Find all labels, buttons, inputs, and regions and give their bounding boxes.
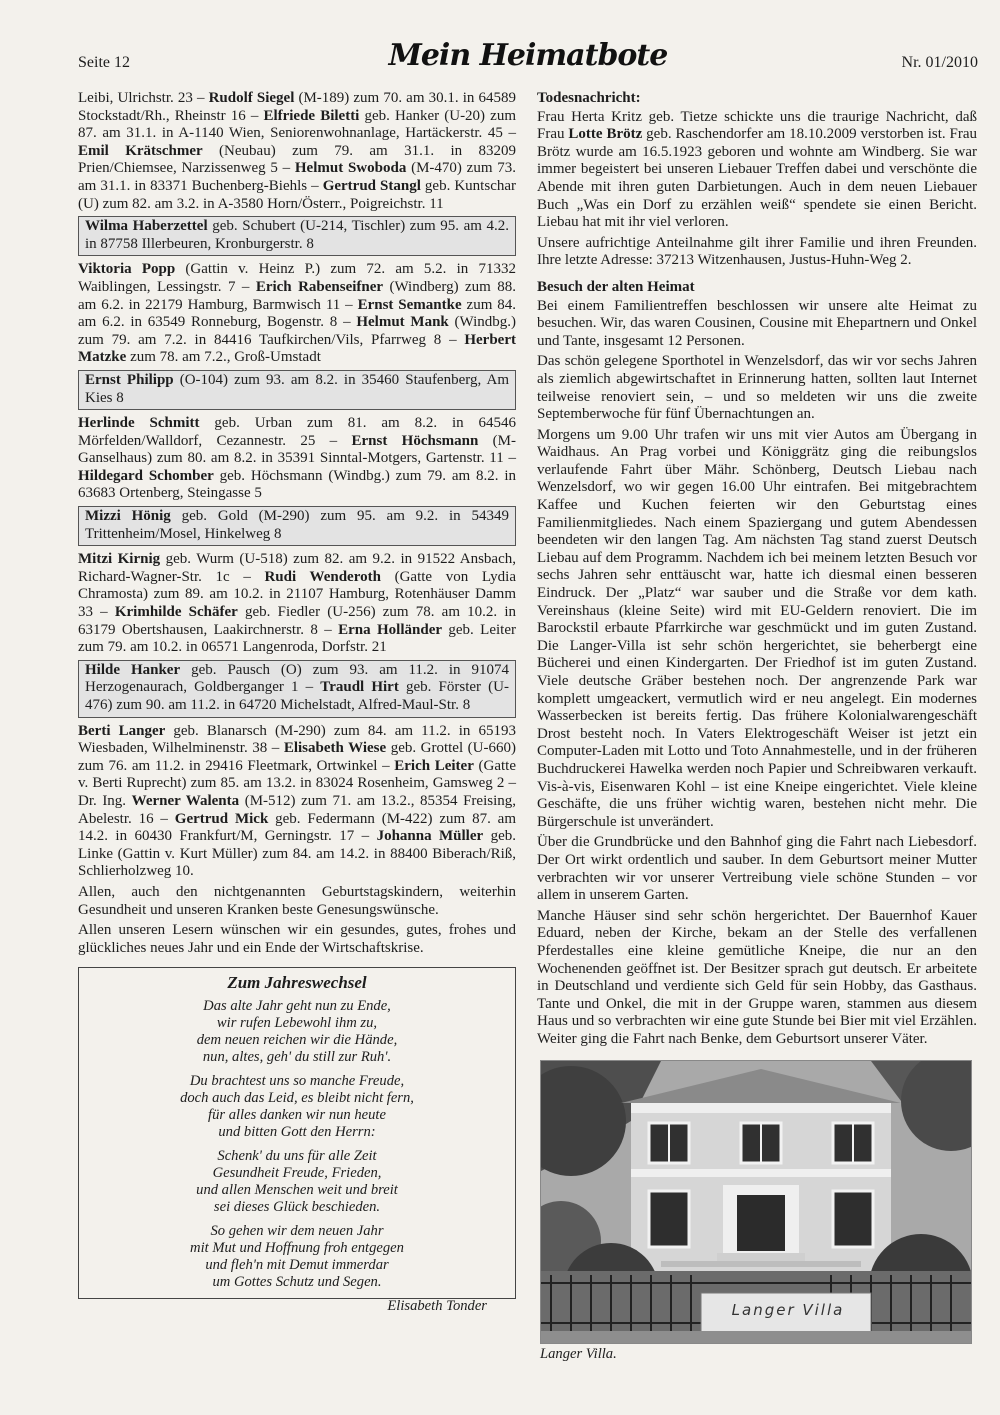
left-column: [78, 90, 517, 1314]
text-run: (Gattin v. Heinz P.) zum 72. am 5.2. in 71332 Waiblingen, Lessingstr. 7 –: [78, 261, 517, 295]
person-name: Elisabeth Wiese: [283, 740, 387, 757]
text-run: (Windbg.) zum 79. am 7.2. in 84416 Taufkirchen/Vils, Pfarrweg 8 –: [78, 314, 516, 348]
villa-photo: [540, 1060, 972, 1344]
text-run: geb. Urban zum 81. am 8.2. in 64546 Mörfelden/Walldorf, Cezannestr. 25 –: [78, 415, 516, 449]
person-name: Ernst Semantke: [357, 296, 462, 313]
poem-line: Schenk' du uns für alle Zeit: [217, 1147, 377, 1164]
highlight-box: [78, 216, 516, 256]
person-name: Helmut Swoboda: [294, 160, 407, 177]
person-name: Gertrud Mick: [174, 810, 269, 827]
person-name: Mitzi Kirnig: [78, 551, 161, 568]
person-name: Emil Krätschmer: [78, 142, 203, 159]
text-run: (Gatte von Lydia Chramosta) zum 89. am 10.2. in 21107 Hamburg, Rotenhäuser Damm 33 –: [78, 568, 517, 621]
person-name: Elfriede Biletti: [263, 107, 360, 124]
person-name: Traudl Hirt: [320, 679, 399, 696]
text-run: geb. Pausch (O) zum 93. am 11.2. in 91074 Herzogenaurach, Goldberganger 1 –: [85, 661, 509, 696]
right-column: [537, 90, 977, 1051]
issue-number: Nr. 01/2010: [901, 54, 978, 71]
poem-stanza: [99, 1148, 495, 1216]
text-run: geb. Leiter zum 79. am 10.2. in 06571 Langenroda, Dorfstr. 21: [78, 621, 516, 656]
person-name: Werner Walenta: [131, 792, 240, 809]
text-run: geb. Hanker (U-20) zum 87. am 31.1. in A-1140 Wien, Seniorenwohnanlage, Hartäckerstr. 45 –: [78, 107, 516, 142]
text-run: (O-104) zum 93. am 8.2. in 35460 Staufenberg, Am Kies 8: [85, 371, 509, 406]
poem-line: und fleh'n mit Demut immerdar: [205, 1256, 389, 1273]
text-run: zum 84. am 6.2. in 63549 Ronneburg, Bogenstr. 8 –: [78, 296, 517, 331]
birthday-list-paragraph: [78, 723, 516, 881]
highlight-box: [78, 506, 516, 546]
poem-line: und bitten Gott den Herrn:: [218, 1123, 376, 1140]
text-run: geb. Raschendorfer am 18.10.2009 verstorben ist. Frau Brötz wurde am 16.5.1923 geboren und wohnte am Windberg. Sie war immer begeistert bei unseren Liebauer Treffen dabei und verschönte die Abende mit ihren guten Darbietungen. Auch in dem neuen Liebauer Buch „Was ein Dorf zu erzählen weiß“ spendete sie einen Bericht. Liebau hat mit ihr viel verloren.: [537, 126, 978, 231]
person-name: Hildegard Schomber: [78, 467, 214, 484]
text-run: geb. Grottel (U-660) zum 76. am 11.2. in 29416 Fleetmark, Ortwinkel –: [78, 740, 516, 774]
text-run: Frau Herta Kritz geb. Tietze schickte uns die traurige Nachricht, daß Frau: [537, 108, 977, 143]
page-header: [78, 34, 978, 82]
poem-line: Gesundheit Freude, Frieden,: [212, 1164, 382, 1181]
text-run: geb. Fiedler (U-256) zum 78. am 10.2. in 63179 Obertshausen, Laakirchnerstr. 8 –: [78, 604, 516, 638]
person-name: Berti Langer: [78, 722, 166, 739]
death-notice-paragraph: Unsere aufrichtige Anteilnahme gilt ihrer Familie und ihren Freunden. Ihre letzte Adresse: 37213 Witzenhausen, Justus-Huhn-Weg 2.: [537, 234, 977, 269]
death-notice-heading: Todesnachricht:: [537, 90, 641, 106]
poem-line: dem neuen reichen wir die Hände,: [196, 1031, 398, 1048]
poem-stanza: [99, 998, 495, 1066]
poem-line: nun, altes, geh' du still zur Ruh'.: [202, 1048, 392, 1065]
text-run: (Windberg) zum 88. am 6.2. in 22179 Hamburg, Barmwisch 11 –: [78, 278, 517, 313]
poem-line: Das alte Jahr geht nun zu Ende,: [203, 997, 391, 1014]
person-name: Erich Leiter: [394, 757, 474, 774]
poem-line: doch auch das Leid, es bleibt nicht fern,: [180, 1089, 414, 1106]
text-run: geb. Förster (U-476) zum 90. am 11.2. in 64720 Michelstadt, Alfred-Maul-Str. 8: [85, 679, 510, 713]
person-name: Herbert Matzke: [78, 331, 516, 366]
text-run: (M-512) zum 71. am 13.2., 85354 Freising, Abelestr. 16 –: [78, 792, 517, 827]
person-name: Wilma Haberzettel: [85, 218, 208, 235]
article-body: [537, 298, 977, 1049]
text-run: geb. Blanarsch (M-290) zum 84. am 11.2. in 65193 Wiesbaden, Wilhelminenstr. 38 –: [78, 722, 516, 757]
birthday-list-paragraph: [78, 415, 516, 503]
person-name: Ernst Philipp: [85, 371, 174, 388]
text-run: (Gatte v. Berti Ruprecht) zum 85. am 13.2. in 83024 Rosenheim, Gamsweg 2 – Dr. Ing.: [78, 757, 516, 809]
person-name: Viktoria Popp: [78, 261, 176, 278]
poem-box: [78, 967, 516, 1314]
text-run: (M-Ganselhaus) zum 80. am 8.2. in 35391 Sinntal-Motgers, Gartenstr. 11 –: [78, 432, 516, 467]
person-name: Krimhilde Schäfer: [114, 604, 238, 621]
poem-line: um Gottes Schutz und Segen.: [212, 1273, 382, 1290]
text-run: geb. Wurm (U-518) zum 82. am 9.2. in 91522 Ansbach, Richard-Wagner-Str. 1c –: [78, 551, 516, 585]
person-name: Helmut Mank: [356, 314, 449, 331]
masthead-title: Mein Heimatbote: [388, 38, 668, 73]
article-paragraph: Morgens um 9.00 Uhr trafen wir uns mit vier Autos am Übergang in Waidhaus. An Prag vorbei und Königgrätz ging die reibungslos verlaufende Fahrt über Mähr. Schönberg, Deutsch Liebau nach Wenzelsdorf, wo wir gegen 16.00 Uhr eintrafen. Bei mitgebrachtem Kaffee und Kuchen feierten wir den Geburtstag eines Familienmitgliedes. Nach einem Spaziergang und gutem Abendessen beendeten wir den langen Tag. Am nächsten Tag stand zuerst Deutsch Liebau auf dem Programm. Nachdem ich bei meinem letzten Besuch vor sechs Jahren sehr enttäuscht war, hatte ich diesmal einen besseren Eindruck. Der „Platz“ war sauber und die Straße vor dem kath. Vereinshaus (kleine Seite) wird mit EU-Geldern renoviert. Die im Barockstil erbaute Pfarrkirche war geschmückt und im guten Zustand. Die Langer-Villa ist sehr schön hergerichtet, sie beherbergt eine Bücherei und einen Kindergarten. Der Friedhof ist im guten Zustand. Viele deutsche Gräber bestehen noch. Der angrenzende Park war komplett umgeackert, vermutlich wird er neu angelegt. Ein modernes Wasserbecken ist bereits fertig. Das frühere Kolonialwarengeschäft Drost besteht noch. In Vaters Elektrogeschäft Weiser ist jetzt ein Computer-Laden mit Lotto und Toto Annahmestelle, und in der früheren Buchdruckerei Hawelka werden noch Papier und Schreibwaren verkauft. Vis-à-vis, Eisenwaren Kohl – ist eine Kneipe eingerichtet. Viele kleine Geschäfte, die uns früher wichtig waren, bestehen nicht mehr. Die Bürgerschule ist unverändert.: [537, 426, 977, 830]
highlight-box: [78, 370, 516, 410]
poem-line: So gehen wir dem neuen Jahr: [210, 1222, 384, 1239]
photo-handwritten-sign: Langer Villa: [731, 1301, 845, 1319]
person-name: Rudi Wenderoth: [264, 568, 381, 585]
poem-stanza: [99, 1073, 495, 1141]
poem-line: Du brachtest uns so manche Freude,: [189, 1072, 405, 1089]
text-run: (Neubau) zum 79. am 31.1. in 83209 Prien/Chiemsee, Narzissenweg 5 –: [78, 142, 516, 177]
person-name: Erich Rabenseifner: [255, 278, 384, 295]
poem-title: Zum Jahreswechsel: [227, 973, 367, 993]
poem-line: und allen Menschen weit und breit: [196, 1181, 398, 1198]
poem-line: sei dieses Glück beschieden.: [213, 1198, 381, 1215]
text-run: geb. Schubert (U-214, Tischler) zum 95. am 4.2. in 87758 Illerbeuren, Kronburgerstr. 8: [85, 218, 510, 252]
wishes-paragraph: Allen unseren Lesern wünschen wir ein gesundes, gutes, frohes und glückliches neues Jahr und ein Ende der Wirtschaftskrise.: [78, 922, 516, 956]
death-notice-paragraph: [537, 109, 977, 232]
poem-line: mit Mut und Hoffnung froh entgegen: [190, 1239, 404, 1256]
text-run: (M-470) zum 73. am 31.1. in 83371 Buchenberg-Biehls –: [78, 160, 517, 194]
wishes-paragraph: Allen, auch den nichtgenannten Geburtstagskindern, weiterhin Gesundheit und unseren Kranken beste Genesungswünsche.: [78, 883, 516, 918]
text-run: geb. Federmann (M-422) zum 87. am 14.2. in 60430 Frankfurt/M, Gerningstr. 17 –: [78, 810, 516, 845]
birthday-list-paragraph: [78, 551, 516, 657]
article-paragraph: Über die Grundbrücke und den Bahnhof ging die Fahrt nach Liebesdorf. Der Ort wirkt ordentlich und sauber. In dem Geburtsort meiner Mutter verbrachten wir vor unserer Vertreibung viele schöne Stunden – vor allem in unserem Garten.: [537, 834, 977, 904]
poem-line: für alles danken wir nun heute: [208, 1106, 386, 1123]
poem-stanza: [99, 1223, 495, 1291]
text-run: geb. Kuntschar (U) zum 82. am 3.2. in A-3580 Horn/Österr., Poigreichstr. 11: [78, 177, 516, 212]
article-paragraph: Das schön gelegene Sporthotel in Wenzelsdorf, das wir vor sechs Jahren als ziemlich abgewirtschaftet in Erinnerung hatten, sollten laut Internet teilweise renoviert sein, – und so meldeten wir uns die zweite Septemberwoche für fünf Übernachtungen an.: [537, 353, 977, 423]
birthday-list-paragraph: [78, 261, 516, 367]
text-run: Leibi, Ulrichstr. 23 –: [78, 90, 209, 106]
birthday-list-paragraph: [78, 90, 516, 213]
text-run: geb. Höchsmann (Windbg.) zum 79. am 8.2. in 63683 Ortenberg, Steingasse 5: [78, 467, 517, 502]
text-run: geb. Gold (M-290) zum 95. am 9.2. in 54349 Trittenheim/Mosel, Hinkelweg 8: [85, 508, 509, 542]
person-name: Mizzi Hönig: [85, 508, 171, 525]
poem-author: Elisabeth Tonder: [387, 1297, 487, 1314]
person-name: Gertrud Stangl: [322, 177, 421, 194]
person-name: Hilde Hanker: [85, 661, 181, 678]
person-name: Ernst Höchsmann: [351, 432, 479, 449]
photo-caption: Langer Villa.: [540, 1346, 617, 1362]
text-run: zum 78. am 7.2., Groß-Umstadt: [126, 349, 321, 366]
page-number: Seite 12: [78, 54, 130, 71]
highlight-box: [78, 660, 516, 718]
article-paragraph: Manche Häuser sind sehr schön hergerichtet. Der Bauernhof Kauer Eduard, neben der Kirche, bekam an der Stelle des verfallenen Pferdestalles eine kleine gemütliche Kneipe, die nur an den Wochenenden geöffnet ist. Der Besitzer sprach gut deutsch. Er arbeitete in Deutschland und verdiente sich Geld für sein Hobby, das Gasthaus. Tante und Onkel, die mit in der Gruppe waren, stammen aus diesem Haus und so verbrachten wir eine gute Stunde bei Bier mit viel Erzählen. Weiter ging die Fahrt nach Benke, dem Geburtsort unserer Väter.: [537, 907, 977, 1047]
person-name: Herlinde Schmitt: [78, 415, 200, 432]
person-name: Johanna Müller: [376, 828, 484, 845]
person-name: Rudolf Siegel: [208, 90, 295, 106]
text-run: geb. Linke (Gattin v. Kurt Müller) zum 84. am 14.2. in 88400 Biberach/Riß, Schlierholzweg 10.: [78, 828, 516, 880]
poem-line: wir rufen Lebewohl ihm zu,: [216, 1014, 378, 1031]
person-name: Lotte Brötz: [568, 126, 643, 143]
text-run: (M-189) zum 70. am 30.1. in 64589 Stockstadt/Rh., Rheinstr 16 –: [78, 90, 516, 124]
person-name: Erna Holländer: [338, 621, 443, 638]
article-paragraph: Bei einem Familientreffen beschlossen wir unsere alte Heimat zu besuchen. Wir, das waren Cousinen, Cousine mit Ehepartnern und Onkel und Tante, insgesamt 12 Personen.: [537, 297, 977, 349]
article-heading: Besuch der alten Heimat: [537, 278, 695, 295]
